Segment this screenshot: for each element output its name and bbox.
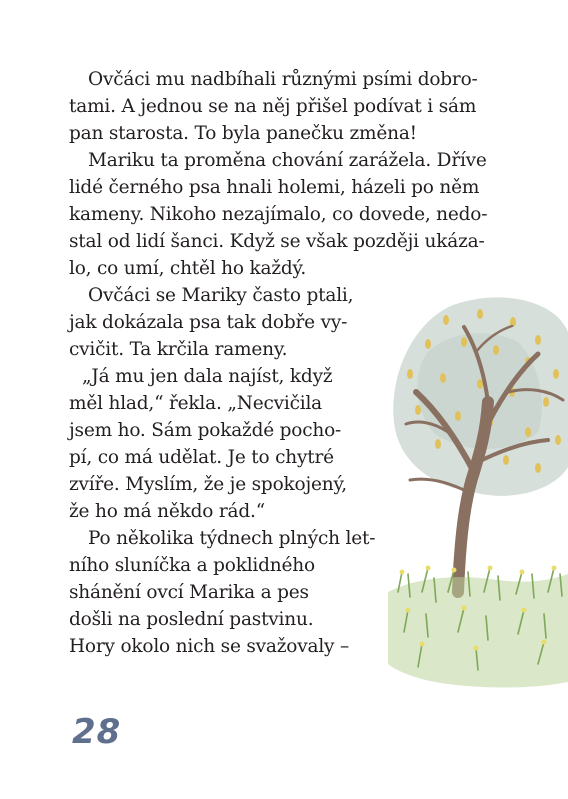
page-number: 28 — [72, 712, 122, 752]
tree-illustration — [388, 292, 568, 692]
text-line: jsem ho. Sám pokaždé pocho- — [69, 420, 342, 441]
text-line: jak dokázala psa tak dobře vy- — [69, 312, 348, 333]
text-line: zvíře. Myslím, že je spokojený, — [69, 474, 347, 495]
text-line: Ovčáci se Mariky často ptali, — [88, 285, 354, 306]
text-line: Ovčáci mu nadbíhali různými psími dobro- — [88, 69, 478, 90]
text-line: že ho má někdo rád.“ — [69, 501, 265, 522]
text-line: ního sluníčka a poklidného — [69, 555, 315, 576]
tree-in-meadow-icon — [388, 292, 568, 692]
text-line: kameny. Nikoho nezajímalo, co dovede, nedo- — [69, 204, 488, 225]
text-line: tami. A jednou se na něj přišel podívat i sám — [69, 96, 477, 117]
text-line: „Já mu jen dala najíst, když — [82, 366, 333, 387]
text-line: Hory okolo nich se svažovaly – — [69, 636, 350, 657]
text-line: pan starosta. To byla panečku změna! — [69, 123, 417, 144]
text-line: stal od lidí šanci. Když se však později ukáza- — [69, 231, 485, 252]
text-line: lidé černého psa hnali holemi, házeli po něm — [69, 177, 480, 198]
text-line: Mariku ta proměna chování zarážela. Dříve — [88, 150, 487, 171]
text-line: cvičit. Ta krčila rameny. — [69, 339, 288, 360]
text-line: lo, co umí, chtěl ho každý. — [69, 258, 307, 279]
text-line: pí, co má udělat. Je to chytré — [69, 447, 334, 468]
text-line: Po několika týdnech plných let- — [88, 528, 376, 549]
text-line: shánění ovcí Marika a pes — [69, 582, 309, 603]
text-line: došli na poslední pastvinu. — [69, 609, 314, 630]
text-line: měl hlad,“ řekla. „Necvičila — [69, 393, 322, 414]
